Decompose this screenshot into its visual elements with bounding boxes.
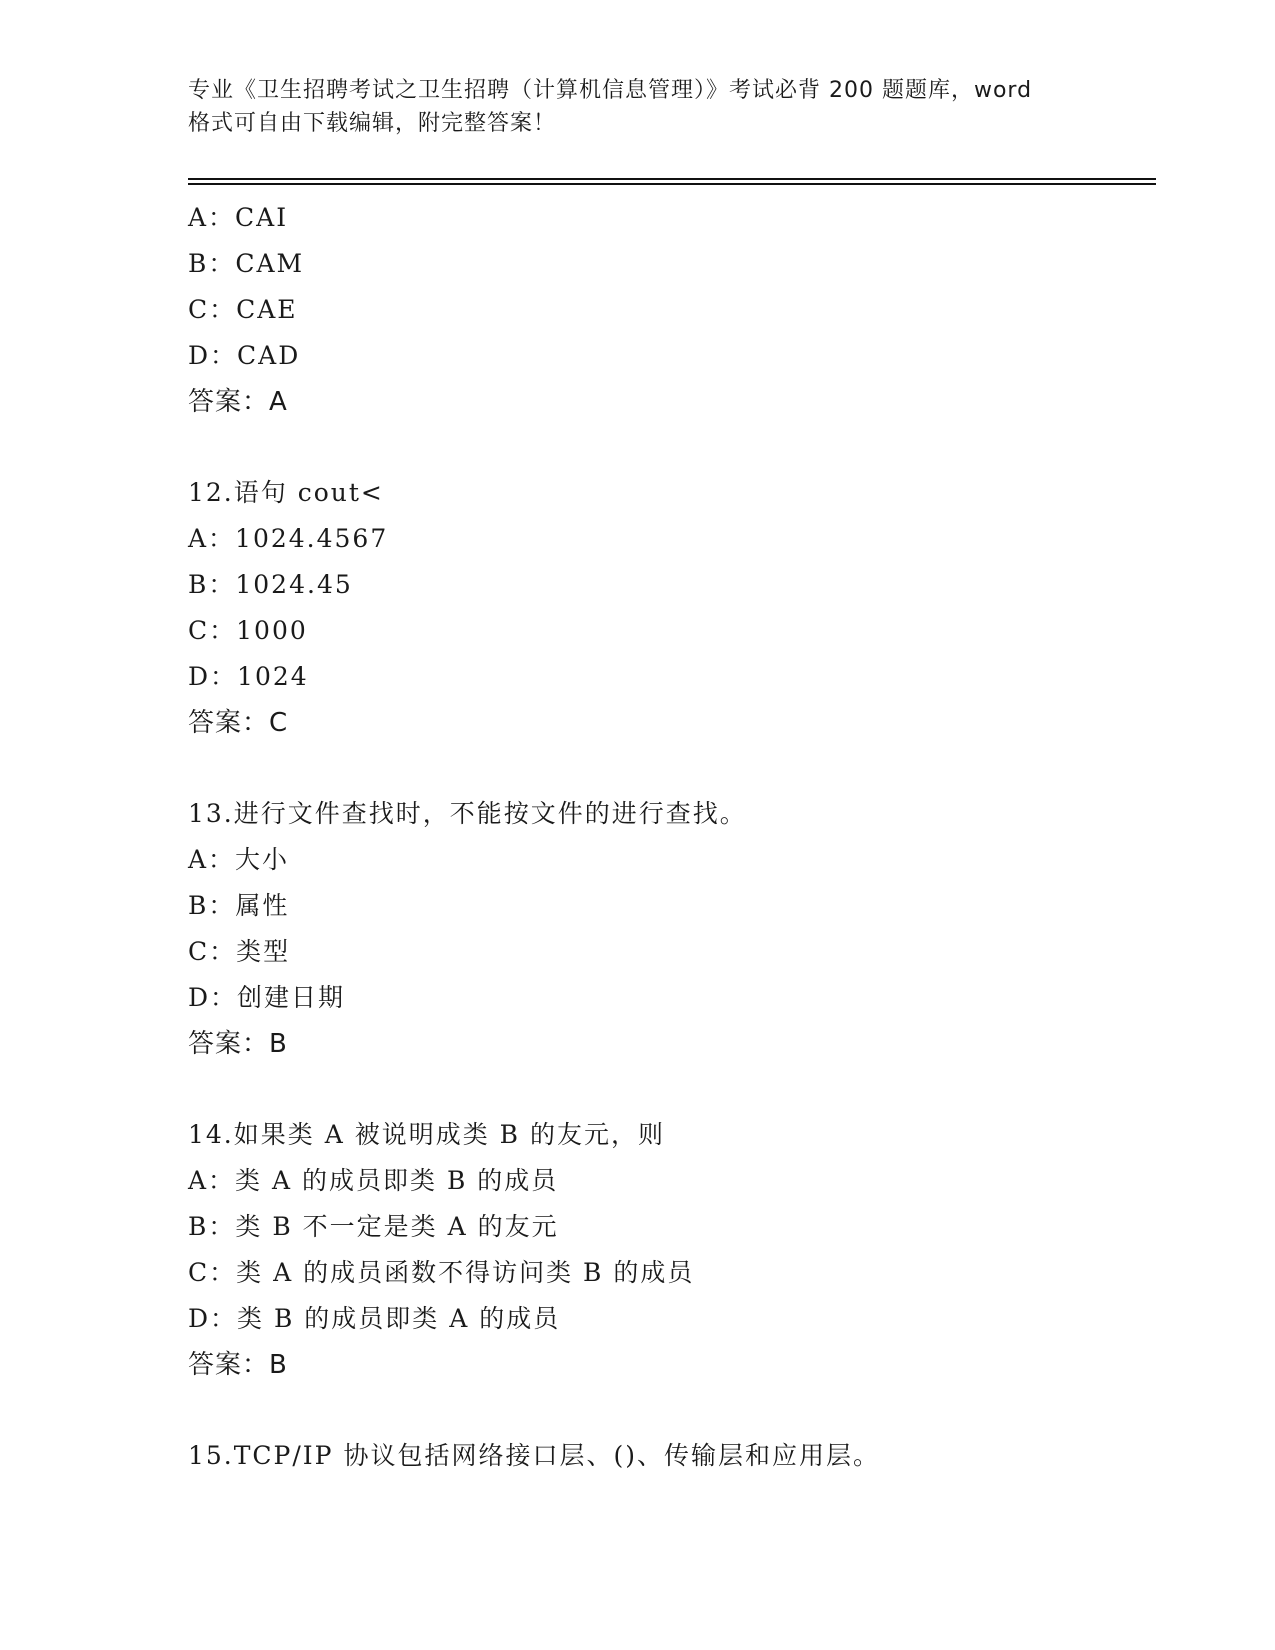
header-title-line-2: 格式可自由下载编辑，附完整答案！ [188, 111, 557, 136]
option-b: B：类 B 不一定是类 A 的友元 [188, 1212, 559, 1241]
option-d: D：CAD [188, 341, 301, 370]
header-divider-bottom [188, 183, 1156, 185]
spacer [188, 1388, 1168, 1433]
option-a: A：类 A 的成员即类 B 的成员 [188, 1166, 559, 1195]
header-title-line-1: 专业《卫生招聘考试之卫生招聘（计算机信息管理）》考试必背 200 题题库，word [188, 78, 1033, 103]
question-14 [188, 1112, 1168, 1388]
question-text: 14.如果类 A 被说明成类 B 的友元，则 [188, 1120, 665, 1149]
answer: 答案：B [188, 1029, 288, 1059]
option-c: C：类 A 的成员函数不得访问类 B 的成员 [188, 1258, 695, 1287]
option-b: B：CAM [188, 249, 305, 278]
option-d: D：类 B 的成员即类 A 的成员 [188, 1304, 561, 1333]
option-b: B：1024.45 [188, 570, 353, 599]
question-11 [188, 195, 1168, 425]
spacer [188, 425, 1168, 470]
question-12 [188, 470, 1168, 746]
option-d: D：创建日期 [188, 983, 346, 1012]
question-15 [188, 1433, 1168, 1479]
option-c: C：CAE [188, 295, 298, 324]
answer: 答案：C [188, 708, 289, 738]
option-d: D：1024 [188, 662, 309, 691]
option-c: C：1000 [188, 616, 308, 645]
question-list [188, 195, 1168, 1479]
spacer [188, 1067, 1168, 1112]
question-13 [188, 791, 1168, 1067]
answer: 答案：B [188, 1350, 288, 1380]
document-header [188, 74, 1088, 140]
option-c: C：类型 [188, 937, 291, 966]
question-text: 15.TCP/IP 协议包括网络接口层、()、传输层和应用层。 [188, 1441, 880, 1470]
option-a: A：大小 [188, 845, 290, 874]
spacer [188, 746, 1168, 791]
option-a: A：1024.4567 [188, 524, 389, 553]
answer: 答案：A [188, 387, 288, 417]
option-b: B：属性 [188, 891, 290, 920]
header-divider-top [188, 178, 1156, 180]
question-text: 12.语句 cout< [188, 478, 384, 507]
question-text: 13.进行文件查找时，不能按文件的进行查找。 [188, 799, 747, 828]
option-a: A：CAI [188, 203, 289, 232]
